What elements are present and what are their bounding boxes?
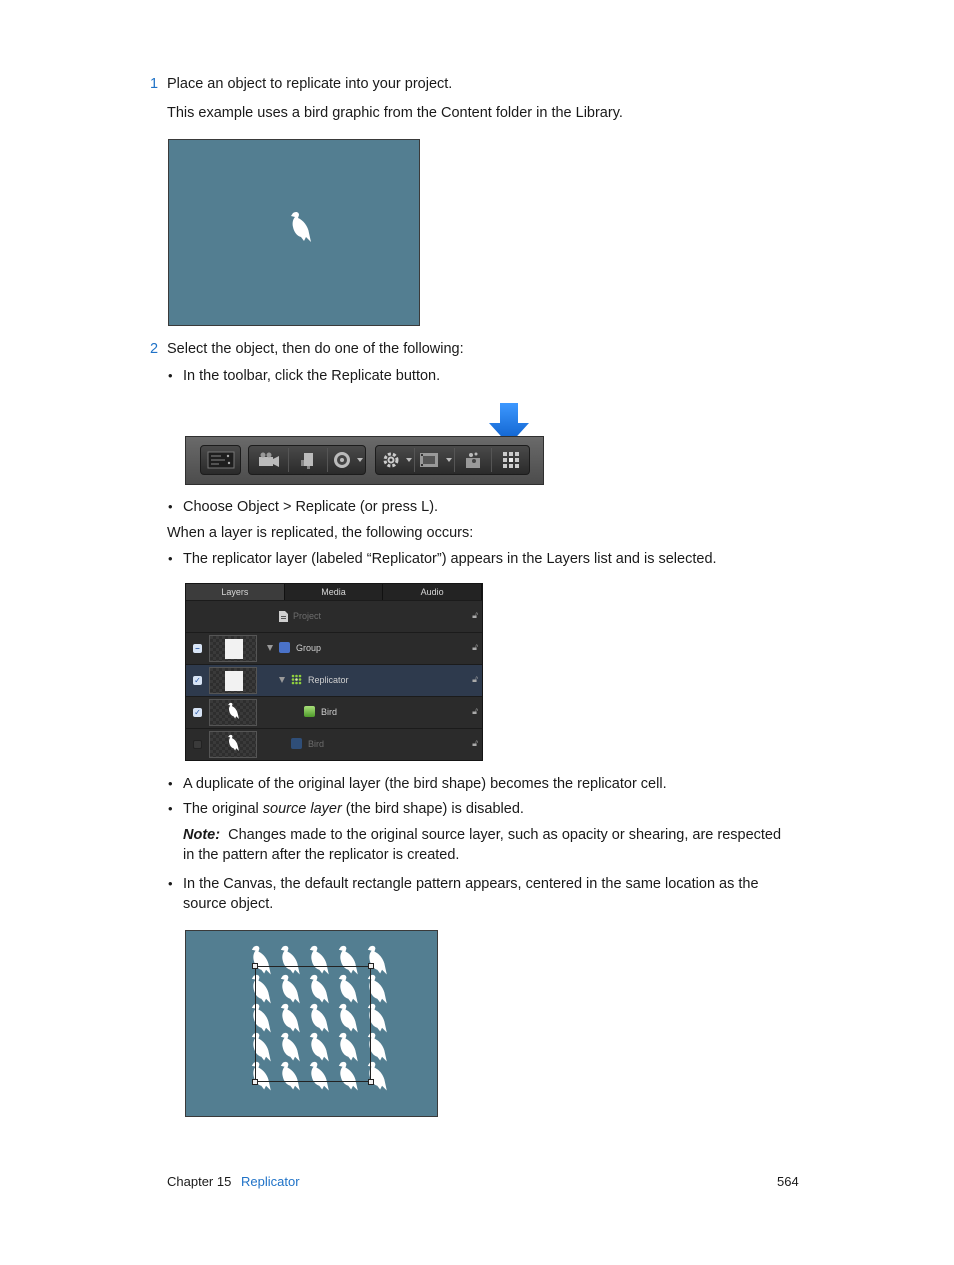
chevron-down-icon[interactable] bbox=[446, 458, 452, 462]
canvas-single-bird bbox=[168, 139, 420, 326]
bullet-marker: • bbox=[168, 801, 173, 816]
lock-icon[interactable]: 🔓︎ bbox=[472, 706, 478, 716]
note-text: Changes made to the original source layer, such as opacity or shearing, are respected in the pattern after the replicator is created. bbox=[183, 827, 782, 863]
group-layer-icon bbox=[279, 642, 290, 653]
layer-thumbnail bbox=[209, 699, 257, 726]
layer-thumbnail bbox=[209, 667, 257, 694]
project-file-icon bbox=[279, 611, 288, 622]
chevron-down-icon[interactable] bbox=[357, 458, 363, 462]
tab-audio[interactable]: Audio bbox=[383, 584, 482, 600]
new-rig-button[interactable] bbox=[329, 446, 355, 474]
footer-section-link[interactable]: Replicator bbox=[241, 1174, 300, 1189]
bullet-marker: • bbox=[168, 551, 173, 566]
bullet-original-source bbox=[183, 799, 524, 819]
note-paragraph bbox=[183, 825, 795, 865]
layer-name: Replicator bbox=[308, 675, 349, 685]
bird-silhouette-icon bbox=[226, 734, 240, 754]
bullet-replicator-layer: The replicator layer (labeled “Replicator”) appears in the Layers list and is selected. bbox=[183, 551, 717, 567]
step-1-number: 1 bbox=[150, 76, 159, 92]
toolbar-inspector-group bbox=[200, 445, 241, 475]
bullet-marker: • bbox=[168, 368, 173, 383]
bullet-menu-option: Choose Object > Replicate (or press L). bbox=[183, 499, 439, 515]
note-label: Note: bbox=[183, 827, 221, 843]
text-run: (the bird shape) is disabled. bbox=[341, 801, 524, 817]
toolbar-separator bbox=[327, 448, 328, 472]
bullet-marker: • bbox=[168, 499, 173, 514]
disclosure-triangle-icon[interactable] bbox=[267, 645, 273, 651]
bullet-toolbar-option: In the toolbar, click the Replicate button. bbox=[183, 368, 441, 384]
generators-button[interactable] bbox=[456, 446, 490, 474]
tab-media[interactable]: Media bbox=[285, 584, 384, 600]
toolbar-separator bbox=[288, 448, 289, 472]
gear-icon bbox=[381, 450, 401, 470]
layer-row-bird-source[interactable] bbox=[186, 728, 482, 760]
emphasis: source layer bbox=[262, 801, 342, 817]
bounding-box-handle[interactable] bbox=[252, 963, 258, 969]
layer-thumbnail bbox=[209, 635, 257, 662]
layer-name: Project bbox=[293, 611, 322, 621]
layer-enable-checkbox[interactable]: ✓ bbox=[194, 676, 201, 685]
inspector-button[interactable] bbox=[201, 446, 240, 474]
replicate-button[interactable] bbox=[493, 446, 529, 474]
replicator-layer-icon bbox=[291, 674, 302, 685]
toolbar-separator bbox=[414, 448, 415, 472]
layer-name: Group bbox=[296, 643, 322, 653]
layer-row-group[interactable] bbox=[186, 632, 482, 664]
footer-page-number: 564 bbox=[777, 1174, 799, 1189]
text-run: The original bbox=[183, 801, 263, 817]
cell-layer-icon bbox=[304, 706, 315, 717]
chevron-down-icon[interactable] bbox=[406, 458, 412, 462]
behaviors-button[interactable] bbox=[378, 446, 404, 474]
step-1-text: Place an object to replicate into your project. bbox=[167, 76, 453, 92]
layer-row-project[interactable] bbox=[186, 600, 482, 632]
thumbnail-shape bbox=[225, 639, 243, 659]
layer-enable-checkbox[interactable] bbox=[193, 740, 202, 749]
disclosure-triangle-icon[interactable] bbox=[279, 677, 285, 683]
lock-icon[interactable]: 🔓︎ bbox=[472, 674, 478, 684]
thumbnail-shape bbox=[225, 671, 243, 691]
bird-silhouette-icon bbox=[287, 211, 313, 247]
step-2-text: Select the object, then do one of the following: bbox=[167, 341, 464, 357]
layers-panel bbox=[185, 583, 483, 761]
occurs-intro: When a layer is replicated, the following occurs: bbox=[167, 525, 474, 541]
step-2-number: 2 bbox=[150, 341, 159, 357]
replicate-button-icon bbox=[501, 450, 521, 470]
dial-icon bbox=[332, 450, 352, 470]
toolbar bbox=[185, 436, 544, 485]
layer-enable-checkbox[interactable]: – bbox=[193, 644, 202, 653]
replicator-bounding-box[interactable] bbox=[255, 966, 371, 1082]
layer-enable-checkbox[interactable]: ✓ bbox=[194, 708, 201, 717]
bounding-box-handle[interactable] bbox=[368, 1079, 374, 1085]
lock-icon[interactable]: 🔓︎ bbox=[472, 642, 478, 652]
canvas-replicated-birds bbox=[185, 930, 438, 1117]
light-icon bbox=[298, 450, 318, 470]
layer-row-replicator[interactable] bbox=[186, 664, 482, 696]
image-layer-icon bbox=[291, 738, 302, 749]
footer-chapter: Chapter 15 bbox=[167, 1174, 232, 1189]
particles-icon bbox=[463, 450, 483, 470]
toolbar-effects-group bbox=[375, 445, 530, 475]
layer-row-bird-cell[interactable] bbox=[186, 696, 482, 728]
bullet-duplicate: A duplicate of the original layer (the bird shape) becomes the replicator cell. bbox=[183, 776, 667, 792]
layers-panel-tabs bbox=[186, 584, 482, 600]
layer-name: Bird bbox=[308, 739, 325, 749]
bird-silhouette-icon bbox=[226, 702, 240, 722]
tab-layers[interactable]: Layers bbox=[186, 584, 285, 600]
bullet-canvas-pattern: In the Canvas, the default rectangle pattern appears, centered in the same location as the source object. bbox=[183, 876, 759, 912]
filters-button[interactable] bbox=[416, 446, 442, 474]
layer-name: Bird bbox=[321, 707, 338, 717]
lock-icon[interactable]: 🔓︎ bbox=[472, 738, 478, 748]
step-1-detail: This example uses a bird graphic from the Content folder in the Library. bbox=[167, 105, 623, 121]
inspector-icon bbox=[207, 451, 235, 469]
lock-icon[interactable]: 🔓︎ bbox=[472, 610, 478, 620]
bounding-box-handle[interactable] bbox=[368, 963, 374, 969]
camera-button[interactable] bbox=[251, 446, 287, 474]
bullet-marker: • bbox=[168, 776, 173, 791]
camera-icon bbox=[257, 451, 281, 469]
filmstrip-icon bbox=[418, 451, 440, 469]
toolbar-separator bbox=[454, 448, 455, 472]
layer-thumbnail bbox=[209, 731, 257, 758]
toolbar-create-group bbox=[248, 445, 366, 475]
light-button[interactable] bbox=[290, 446, 326, 474]
toolbar-separator bbox=[491, 448, 492, 472]
bullet-marker: • bbox=[168, 876, 173, 891]
bounding-box-handle[interactable] bbox=[252, 1079, 258, 1085]
